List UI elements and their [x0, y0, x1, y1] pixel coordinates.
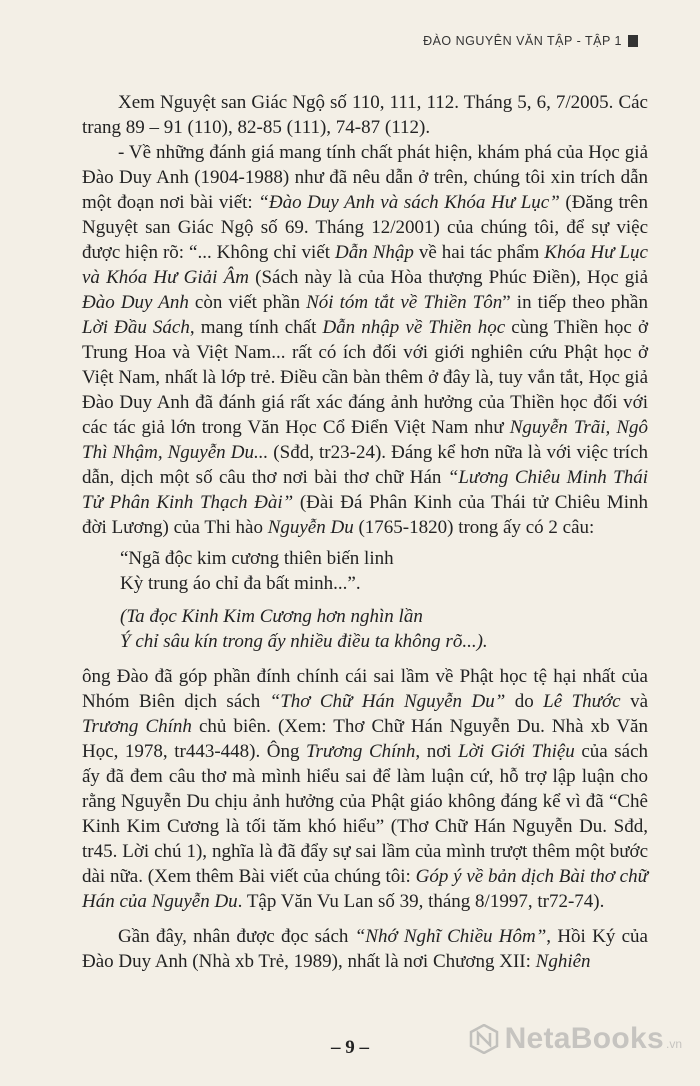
translation-line: (Ta đọc Kinh Kim Cương hơn nghìn lần: [120, 606, 423, 627]
translation-line: Ý chỉ sâu kín trong ấy nhiều điều ta không rõ...).: [120, 631, 488, 652]
text-run: . Tập Văn Vu Lan số 39, tháng 8/1997, tr72-74).: [237, 891, 605, 912]
text-run: (Sách này là của Hòa thượng Phúc Điền), Học giả: [248, 267, 648, 288]
page-number: – 9 –: [331, 1037, 369, 1058]
italic-name: Trương Chính: [306, 741, 416, 762]
watermark-brand: NetaBooks: [504, 1022, 664, 1055]
italic-book-title: “Nhớ Nghĩ Chiều Hôm”: [354, 926, 547, 947]
italic-name: Đào Duy Anh: [82, 292, 189, 313]
italic-title: Lời Đầu Sách: [82, 317, 190, 338]
paragraph-correction: [82, 664, 648, 914]
paragraph-memoir: [82, 924, 648, 974]
text-run: ” in tiếp theo phần: [502, 292, 648, 313]
italic-names: Nguyễn Trãi, Ngô Thì Nhậm, Nguyễn Du...: [82, 417, 648, 463]
italic-section: Lời Giới Thiệu: [458, 741, 575, 762]
poem-line: “Ngã độc kim cương thiên biến linh: [120, 548, 394, 569]
italic-name: Nguyễn Du: [267, 517, 354, 538]
running-head: [423, 34, 638, 48]
italic-name: Lê Thước: [543, 691, 621, 712]
text-run: Gần đây, nhân được đọc sách: [118, 926, 355, 947]
text-run: và: [620, 691, 649, 712]
italic-title: Khóa Hư Lục và Khóa Hư Giải Âm: [82, 242, 648, 288]
italic-term: Dẫn nhập về Thiền học: [322, 317, 506, 338]
text-run: (1765-1820) trong ấy có 2 câu:: [353, 517, 595, 538]
running-head-square-mark: [628, 35, 638, 47]
paragraph-reference: Xem Nguyệt san Giác Ngộ số 110, 111, 112. Tháng 5, 6, 7/2005. Các trang 89 – 91 (110), 82-85 (111), 74-87 (112).: [82, 92, 648, 138]
poem-quote: [82, 546, 648, 596]
text-run: về hai tác phẩm: [413, 242, 545, 263]
text-run: cùng Thiền học ở Trung Hoa và Việt Nam... rất có ích đối với giới nghiên cứu Phật học ở Việt Nam, nhất là lớp trẻ. Điều cần bàn thêm ở đây là, tuy vắn tắt, Học giả Đào Duy Anh đã đánh giá rất xác đáng ảnh hưởng của Thiền học đối với các tác giả lớn trong Văn Học Cổ Điển Việt Nam như: [82, 317, 648, 438]
italic-poem-title: “Lương Chiêu Minh Thái Tử Phân Kinh Thạch Đài”: [82, 467, 648, 513]
italic-book-title: “Thơ Chữ Hán Nguyễn Du”: [269, 691, 506, 712]
text-run: (Sđd, tr23-24). Đáng kể hơn nữa là với việc trích dẫn, dịch một số câu thơ nơi bài thơ chữ Hán: [82, 442, 649, 488]
watermark-suffix: .vn: [665, 1037, 682, 1051]
text-run: , mang tính chất: [189, 317, 323, 338]
italic-name: Trương Chính: [82, 716, 192, 737]
text-run: , nơi: [415, 741, 459, 762]
text-run: ông Đào đã góp phần đính chính cái sai lầm về Phật học tệ hại nhất của Nhóm Biên dịch sách: [82, 666, 648, 712]
text-run: chủ biên. (Xem: Thơ Chữ Hán Nguyễn Du. Nhà xb Văn Học, 1978, tr443-448). Ông: [82, 716, 648, 762]
text-run: - Về những đánh giá mang tính chất phát hiện, khám phá của Học giả Đào Duy Anh (1904-1988) như đã nêu dẫn ở trên, chúng tôi xin trích dẫn một đoạn nơi bài viết:: [82, 142, 648, 213]
text-run: (Đăng trên Nguyệt san Giác Ngộ số 69. Tháng 12/2001) của chúng tôi, để sự việc được hiện rõ: “... Không chỉ viết: [82, 192, 648, 263]
running-head-text: ĐÀO NGUYÊN VĂN TẬP - TẬP 1: [423, 34, 622, 48]
italic-term: Dẫn Nhập: [335, 242, 414, 263]
body-text: [82, 90, 648, 974]
italic-title: Nói tóm tắt về Thiền Tôn: [306, 292, 503, 313]
text-run: (Đài Đá Phân Kinh của Thái tử Chiêu Minh đời Lương) của Thi hào: [82, 492, 648, 538]
netabooks-logo-icon: [469, 1024, 499, 1054]
text-run: do: [505, 691, 544, 712]
text-run: của sách ấy đã đem câu thơ mà mình hiểu sai để làm luận cứ, hỗ trợ lập luận cho rằng Nguyễn Du chịu ảnh hưởng của Phật giáo không đáng kể vì đã “Chê Kinh Kim Cương là tối tăm khó hiểu” (Thơ Chữ Hán Nguyễn Du. Sđd, tr45. Lời chú 1), nghĩa là đã đẩy sự sai lầm của mình trượt thêm một bước dài nữa. (Xem thêm Bài viết của chúng tôi:: [82, 741, 648, 887]
italic-article-title: Góp ý về bản dịch Bài thơ chữ Hán của Nguyễn Du: [82, 866, 648, 912]
italic-title: “Đào Duy Anh và sách Khóa Hư Lục”: [258, 192, 560, 213]
italic-chapter: Nghiên: [535, 951, 591, 972]
text-run: còn viết phần: [188, 292, 307, 313]
paragraph-evaluation: [82, 140, 648, 540]
watermark: [469, 1022, 682, 1056]
poem-translation: [82, 604, 648, 654]
poem-line: Kỳ trung áo chỉ đa bất minh...”.: [120, 573, 361, 594]
text-run: , Hồi Ký của Đào Duy Anh (Nhà xb Trẻ, 1989), nhất là nơi Chương XII:: [82, 926, 648, 972]
